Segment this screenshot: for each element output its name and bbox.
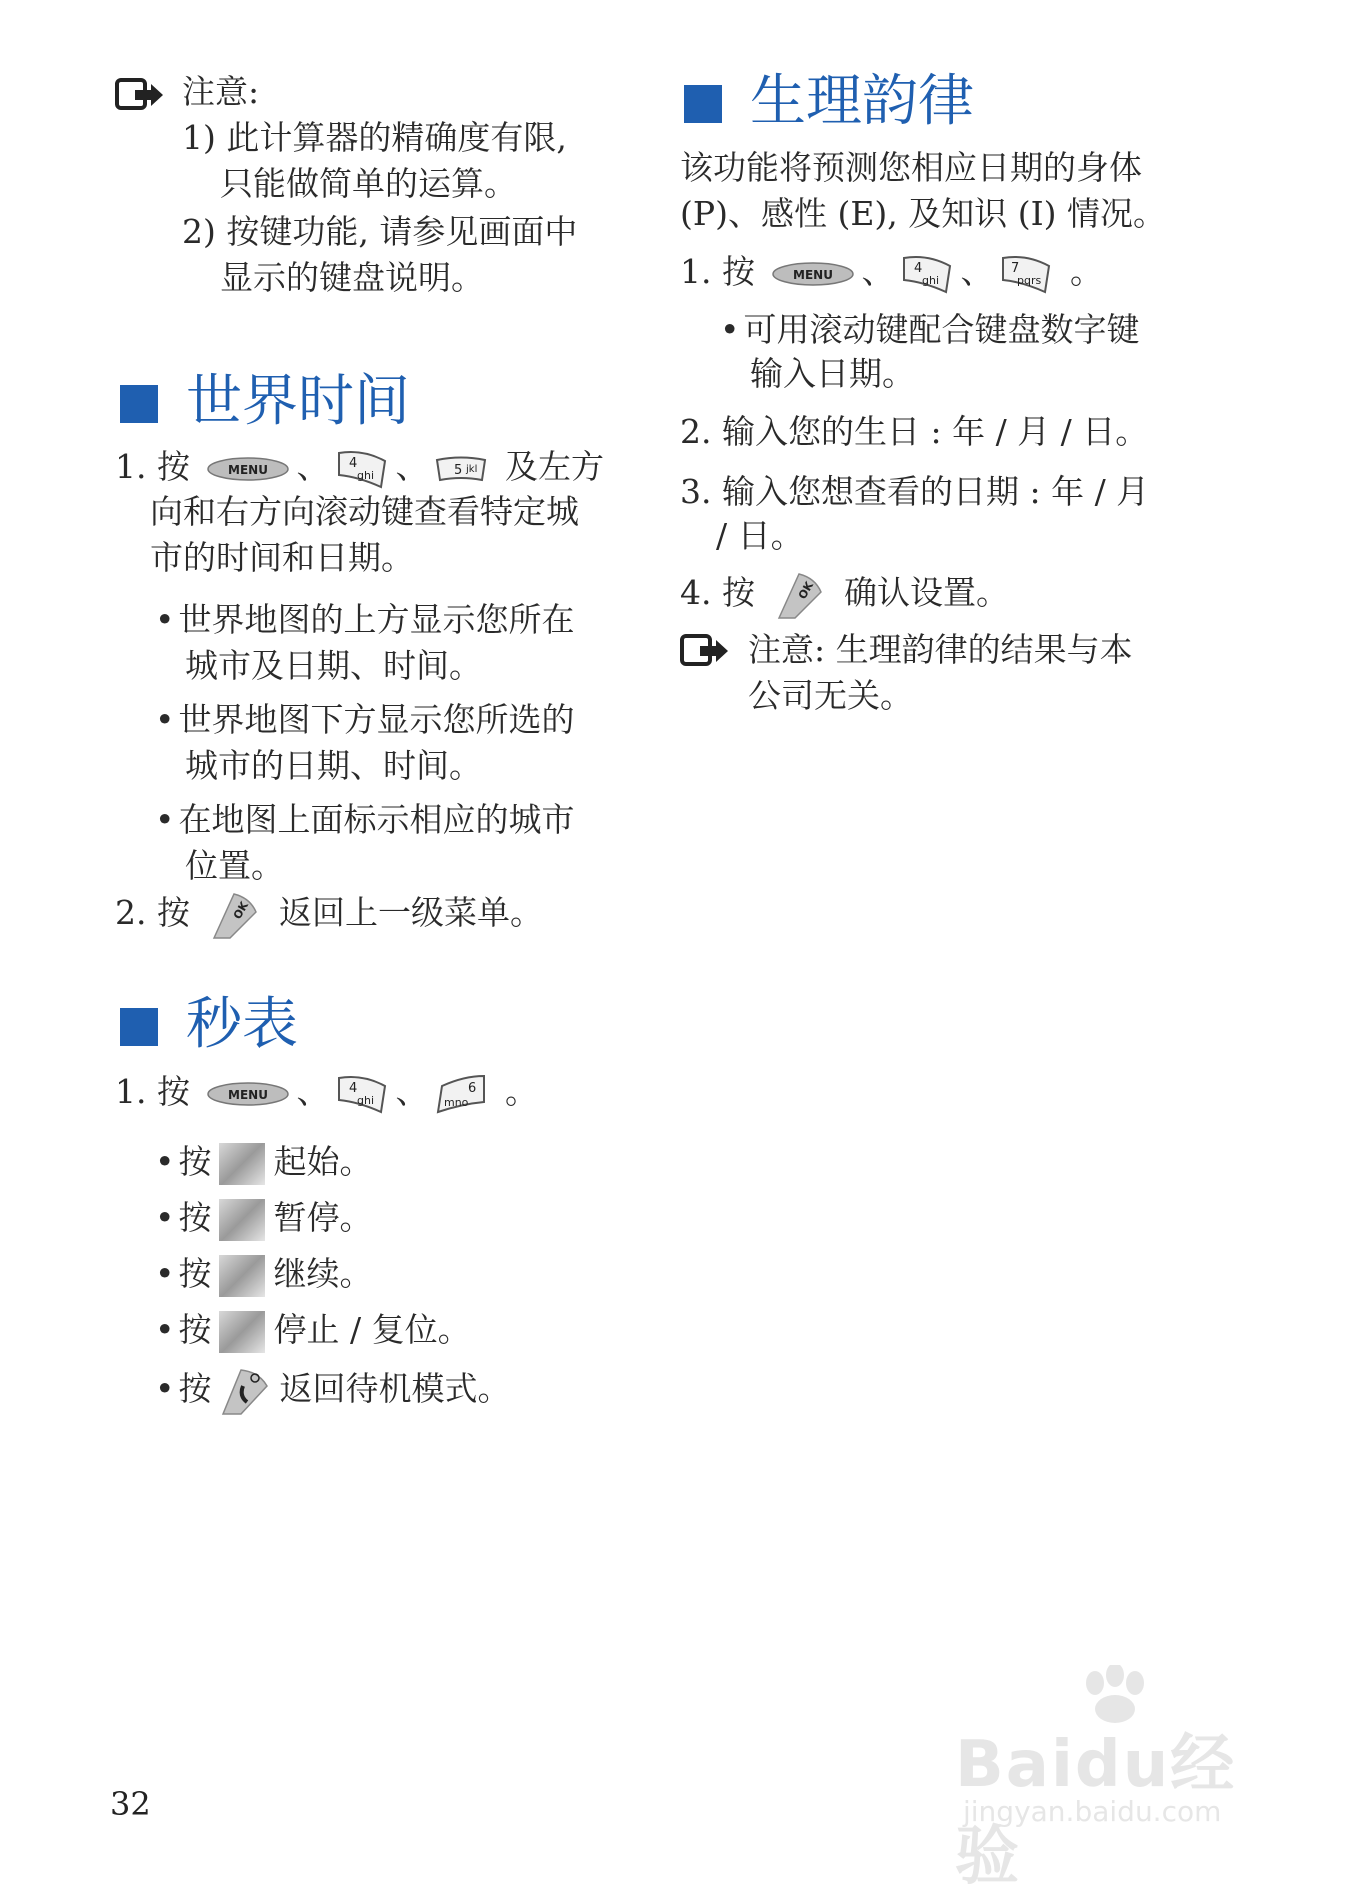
biorhythm-step-3a: 3. 输入您想查看的日期 : 年 / 月 (680, 472, 1150, 511)
biorhythm-intro-b: (P)、感性 (E), 及知识 (I) 情况。 (680, 194, 1167, 233)
key-4-icon (900, 252, 954, 296)
stopwatch-bullet-pause: • 按 暂停。 (155, 1196, 372, 1241)
svg-text:mno: mno (444, 1096, 469, 1109)
page-number: 32 (110, 1785, 151, 1823)
left-key-icon (219, 1199, 265, 1241)
world-bullet-2a: • 世界地图下方显示您所选的 (155, 698, 574, 742)
note-title: 注意: (182, 72, 260, 111)
world-bullet-2b: 城市的日期、时间。 (185, 746, 482, 785)
right-key-icon (219, 1311, 265, 1353)
ok-key-icon (206, 888, 262, 942)
watermark-brand: Baidu经验 (955, 1728, 1237, 1894)
key-4-icon (335, 447, 389, 491)
svg-text:jkl: jkl (466, 464, 478, 475)
svg-text:MENU: MENU (228, 1088, 269, 1102)
biorhythm-note-b: 公司无关。 (748, 676, 913, 715)
biorhythm-step-1: 1. 按 MENU 、 4 ghi 、 7 pqrs 。 (680, 250, 1103, 296)
note-icon (115, 78, 165, 114)
world-step-1-line2: 向和右方向滚动键查看特定城 (150, 492, 579, 531)
biorhythm-step-3b: / 日。 (716, 516, 804, 555)
world-step-1-line3: 市的时间和日期。 (150, 538, 414, 577)
watermark (955, 1665, 1275, 1894)
watermark-url: jingyan.baidu.com (963, 1795, 1222, 1828)
note-icon (680, 634, 730, 670)
svg-text:MENU: MENU (793, 268, 834, 282)
biorhythm-bullet-b: 输入日期。 (750, 354, 915, 393)
stopwatch-step-1: 1. 按 MENU 、 4 ghi 、 6 mno 。 (115, 1070, 538, 1116)
world-step-2: 2. 按 OK 返回上一级菜单。 (115, 888, 543, 942)
biorhythm-note-a: 注意: 生理韵律的结果与本 (748, 630, 1133, 669)
svg-text:ghi: ghi (922, 274, 940, 287)
menu-key-icon (206, 454, 290, 484)
svg-text:4: 4 (914, 261, 923, 276)
heading-square-icon (684, 85, 722, 123)
svg-text:7: 7 (1011, 261, 1020, 276)
svg-text:4: 4 (349, 456, 358, 471)
key-6-icon (434, 1072, 488, 1116)
world-bullet-1a: • 世界地图的上方显示您所在 (155, 598, 574, 642)
svg-text:OK: OK (231, 899, 252, 922)
note-item-1b: 只能做简单的运算。 (220, 164, 517, 203)
up-key-icon (219, 1143, 265, 1185)
svg-text:ghi: ghi (357, 1094, 375, 1107)
svg-text:5: 5 (454, 463, 463, 478)
heading-square-icon (120, 385, 158, 423)
key-4-icon (335, 1072, 389, 1116)
svg-text:MENU: MENU (228, 463, 269, 477)
biorhythm-step-4: 4. 按 OK 确认设置。 (680, 568, 1009, 622)
biorhythm-step-2: 2. 输入您的生日 : 年 / 月 / 日。 (680, 412, 1149, 451)
stopwatch-bullet-start: • 按 起始。 (155, 1140, 372, 1185)
heading-biorhythm: 生理韵律 (684, 70, 974, 134)
svg-text:ghi: ghi (357, 469, 375, 482)
ok-key-icon (771, 568, 827, 622)
menu-key-icon (771, 259, 855, 289)
svg-text:OK: OK (796, 579, 817, 602)
world-step-1: 1. 按 MENU 、 4 ghi 、 5 jkl 及左方 (115, 445, 604, 491)
svg-text:4: 4 (349, 1081, 358, 1096)
stopwatch-bullet-continue: • 按 继续。 (155, 1252, 372, 1297)
key-7-icon (999, 252, 1053, 296)
svg-text:pqrs: pqrs (1017, 274, 1042, 287)
stopwatch-bullet-stop: • 按 停止 / 复位。 (155, 1308, 471, 1353)
world-bullet-3a: • 在地图上面标示相应的城市 (155, 798, 574, 842)
note-item-1a: 1) 此计算器的精确度有限, (182, 118, 567, 157)
svg-text:6: 6 (468, 1081, 477, 1096)
note-item-2b: 显示的键盘说明。 (220, 258, 484, 297)
biorhythm-intro-a: 该功能将预测您相应日期的身体 (680, 148, 1142, 187)
world-bullet-3b: 位置。 (185, 846, 284, 885)
note-item-2a: 2) 按键功能, 请参见画面中 (182, 212, 578, 251)
heading-stopwatch: 秒表 (120, 993, 298, 1057)
stopwatch-bullet-standby: • 按 返回待机模式。 (155, 1364, 510, 1418)
heading-world-time: 世界时间 (120, 370, 410, 434)
key-5-icon (434, 452, 488, 486)
heading-square-icon (120, 1008, 158, 1046)
end-call-key-icon (217, 1364, 273, 1418)
menu-key-icon (206, 1079, 290, 1109)
world-bullet-1b: 城市及日期、时间。 (185, 646, 482, 685)
biorhythm-bullet-a: • 可用滚动键配合键盘数字键 (720, 308, 1139, 352)
down-key-icon (219, 1255, 265, 1297)
